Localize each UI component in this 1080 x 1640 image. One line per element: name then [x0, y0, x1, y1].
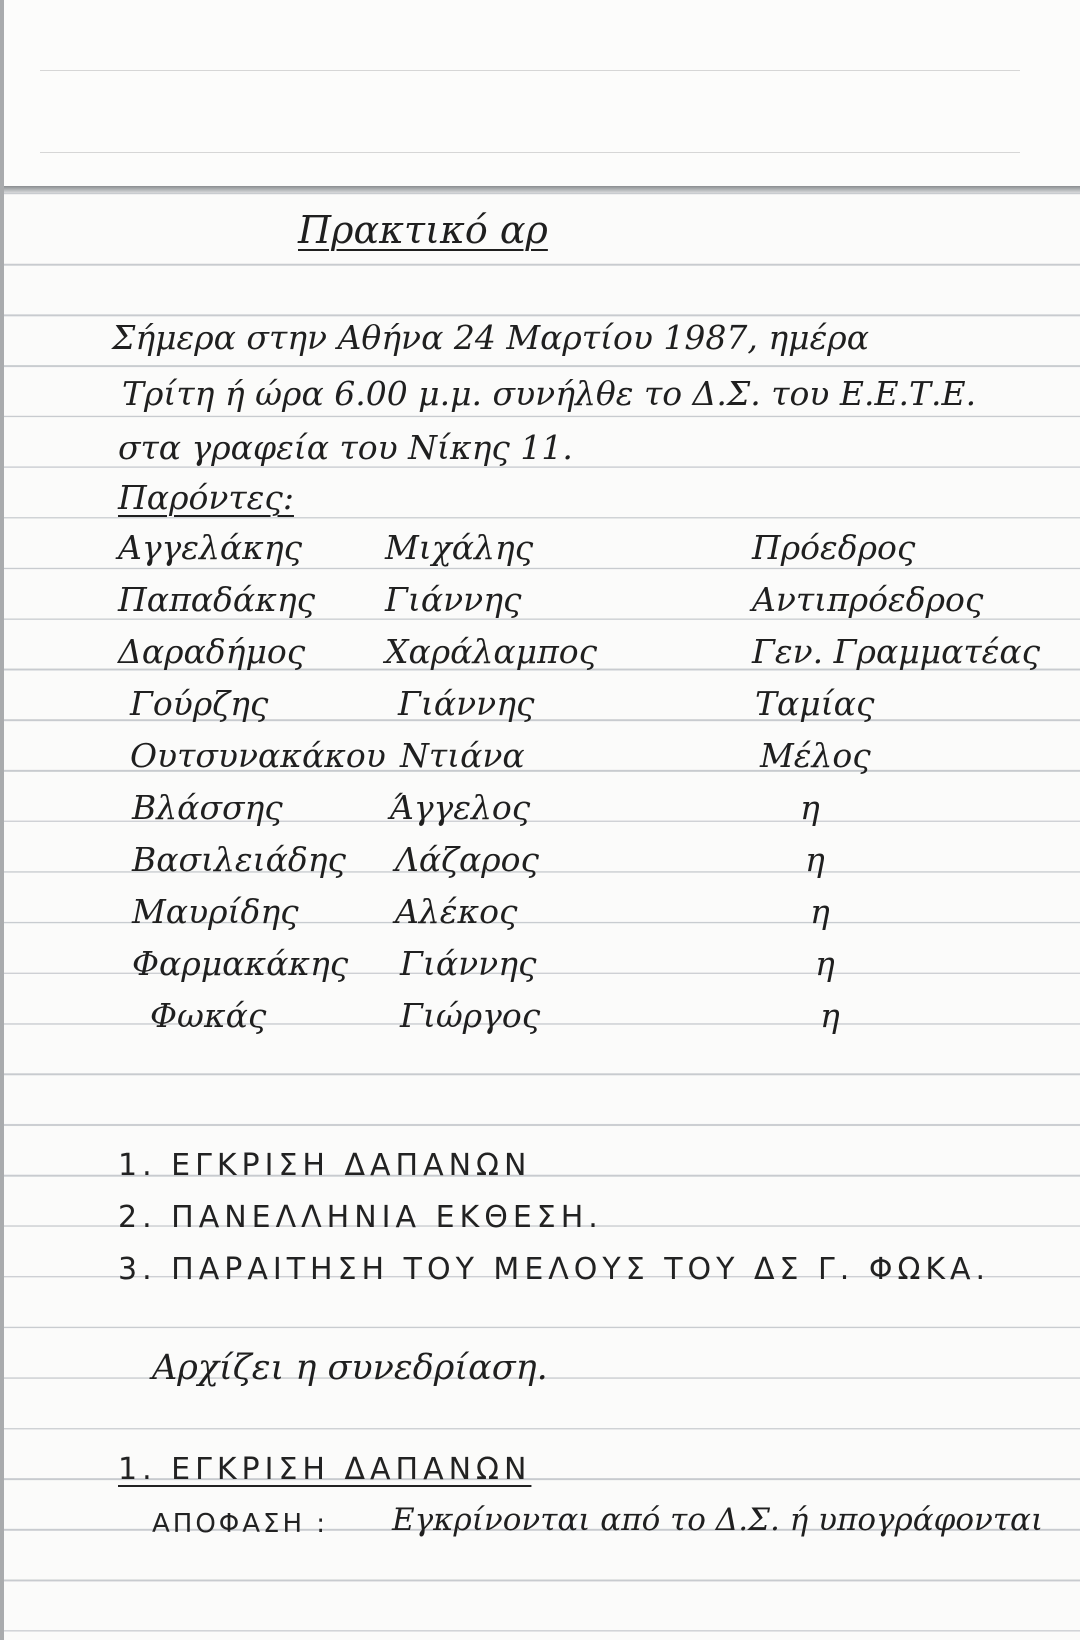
- member-name: Γιώργος: [400, 996, 541, 1035]
- member-surname: Αγγελάκης: [118, 528, 303, 567]
- member-role: Αντιπρόεδρος: [752, 580, 984, 619]
- member-name: Μιχάλης: [385, 528, 534, 567]
- agenda-item: 1. ΕΓΚΡΙΣΗ ΔΑΠΑΝΩΝ: [118, 1148, 532, 1183]
- member-name: Άγγελος: [390, 788, 531, 827]
- member-role: Ταμίας: [755, 684, 875, 723]
- member-name: Γιάννης: [385, 580, 522, 619]
- present-label: Παρόντες:: [118, 478, 294, 517]
- member-role: η: [820, 996, 840, 1035]
- member-surname: Μαυρίδης: [132, 892, 299, 931]
- faint-rule: [40, 70, 1020, 71]
- member-surname: Βασιλειάδης: [132, 840, 346, 879]
- intro-line-3: στα γραφεία του Νίκης 11.: [118, 428, 573, 467]
- member-role: Γεν. Γραμματέας: [752, 632, 1041, 671]
- decision-text: Εγκρίνονται από το Δ.Σ. ή υπογράφονται: [392, 1502, 1044, 1538]
- member-surname: Παπαδάκης: [118, 580, 316, 619]
- member-surname: Γούρζης: [130, 684, 269, 723]
- member-role: Πρόεδρος: [752, 528, 916, 567]
- item1-heading: 1. ΕΓΚΡΙΣΗ ΔΑΠΑΝΩΝ: [118, 1452, 532, 1487]
- member-role: η: [815, 944, 835, 983]
- member-surname: Ουτσυνακάκου: [130, 736, 386, 775]
- member-surname: Φωκάς: [150, 996, 267, 1035]
- header-rule: [0, 186, 1080, 193]
- member-surname: Δαραδήμος: [118, 632, 306, 671]
- intro-line-2: Τρίτη ή ώρα 6.00 μ.μ. συνήλθε το Δ.Σ. του Ε.Ε.Τ.Ε.: [122, 374, 977, 413]
- member-surname: Φαρμακάκης: [132, 944, 349, 983]
- intro-line-1: Σήμερα στην Αθήνα 24 Μαρτίου 1987, ημέρα: [112, 318, 869, 357]
- member-surname: Βλάσσης: [132, 788, 283, 827]
- member-name: Αλέκος: [395, 892, 518, 931]
- page-spine: [0, 0, 4, 1640]
- agenda-item: 3. ΠΑΡΑΙΤΗΣΗ ΤΟΥ ΜΕΛΟΥΣ ΤΟΥ ΔΣ Γ. ΦΩΚΑ.: [118, 1252, 991, 1287]
- page-top-margin: [0, 0, 1080, 188]
- member-role: Μέλος: [760, 736, 871, 775]
- minutes-title: Πρακτικό αρ: [298, 208, 548, 252]
- member-role: η: [800, 788, 820, 827]
- member-name: Γιάννης: [400, 944, 537, 983]
- member-name: Γιάννης: [398, 684, 535, 723]
- member-role: η: [805, 840, 825, 879]
- faint-rule: [40, 152, 1020, 153]
- member-role: η: [810, 892, 830, 931]
- member-name: Χαράλαμπος: [385, 632, 598, 671]
- session-start: Αρχίζει η συνεδρίαση.: [152, 1348, 548, 1388]
- member-name: Ντιάνα: [400, 736, 525, 775]
- agenda-item: 2. ΠΑΝΕΛΛΗΝΙΑ ΕΚΘΕΣΗ.: [118, 1200, 603, 1235]
- member-name: Λάζαρος: [395, 840, 540, 879]
- decision-label: ΑΠΟΦΑΣΗ :: [152, 1509, 329, 1539]
